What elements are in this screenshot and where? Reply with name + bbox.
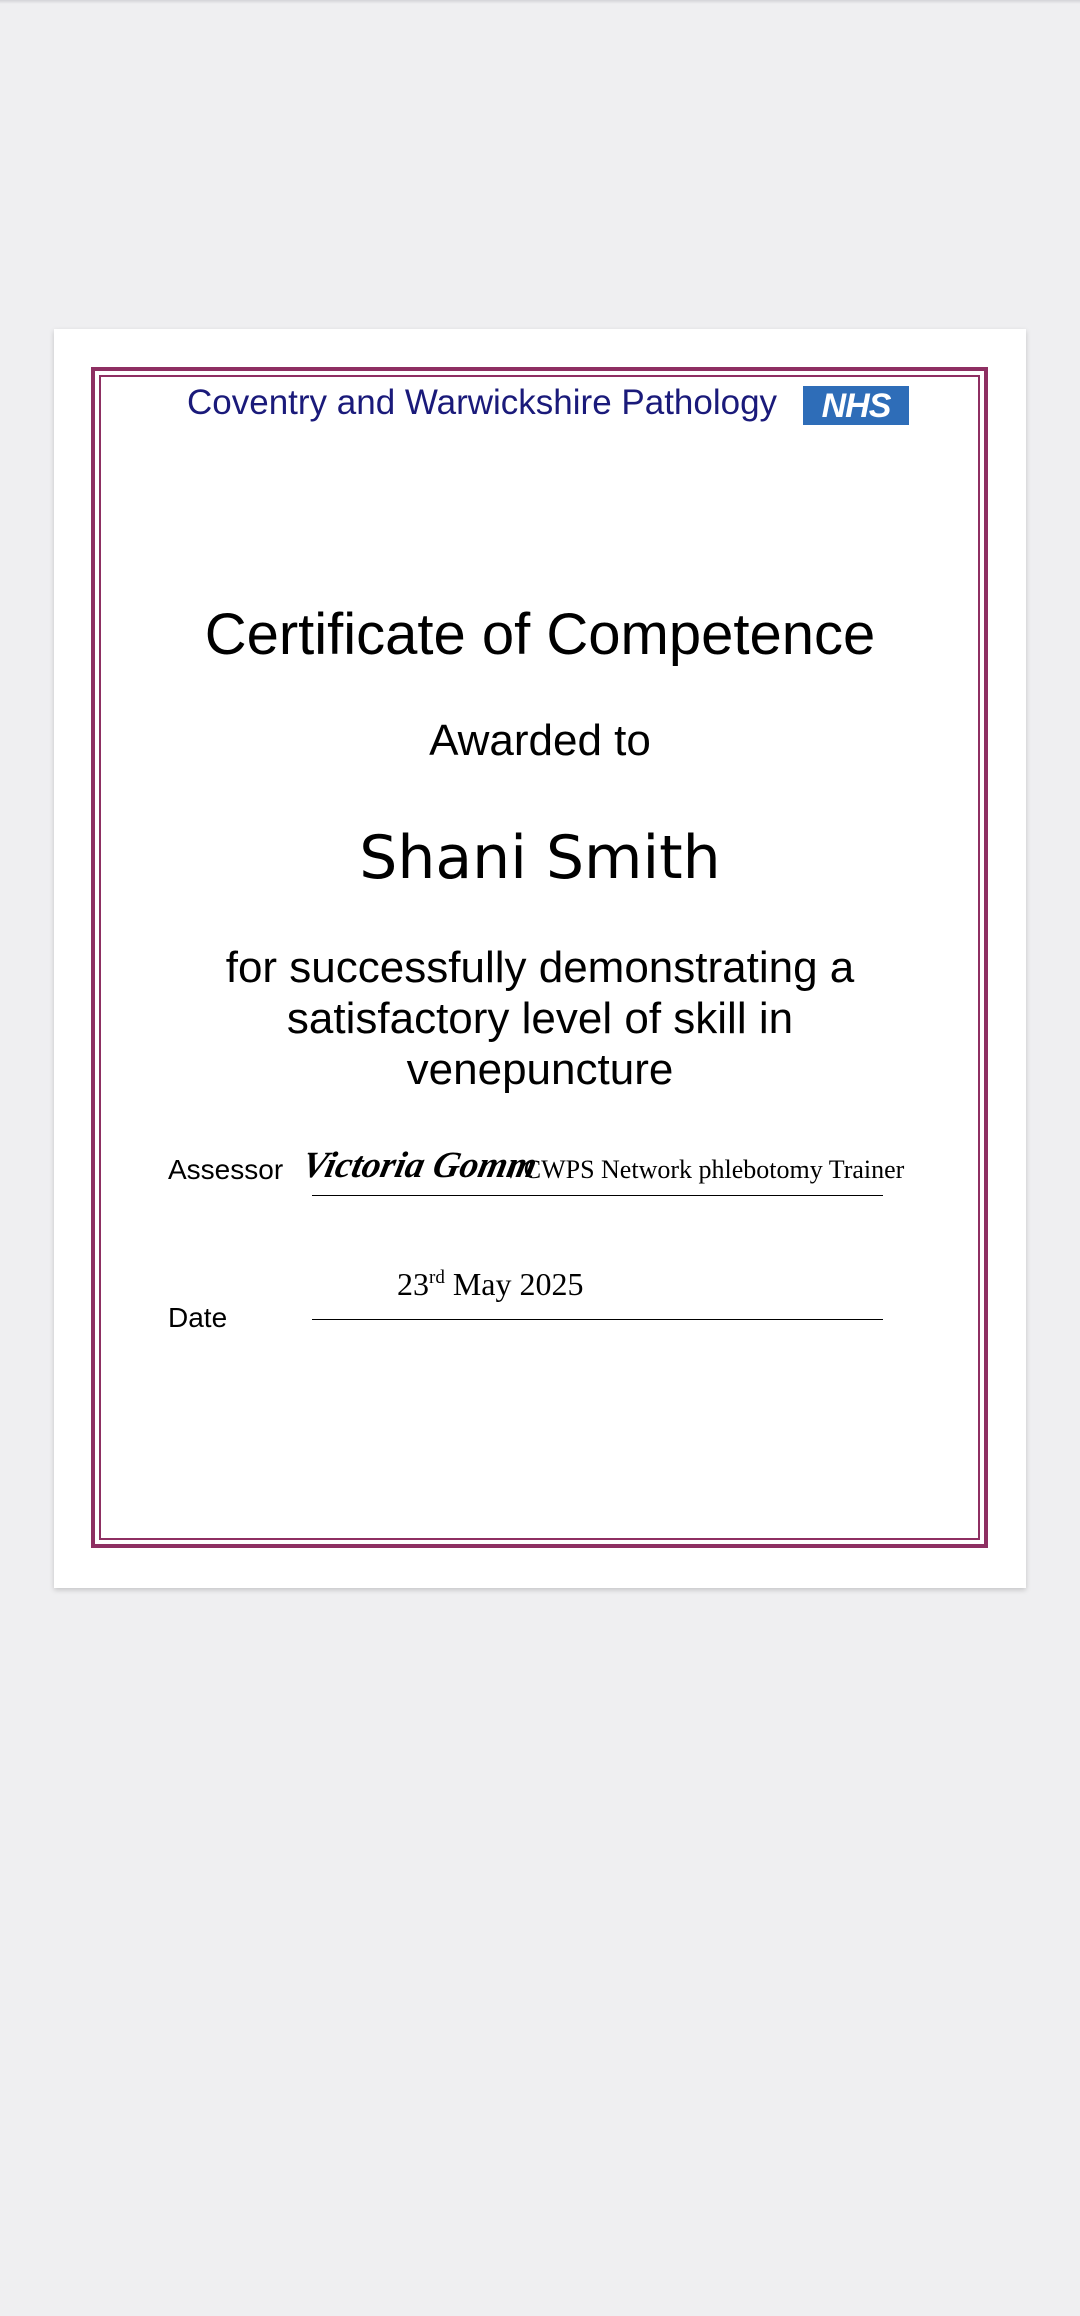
- award-reason: [54, 942, 1026, 1095]
- date-line: [312, 1319, 883, 1320]
- nhs-logo: [803, 386, 909, 425]
- assessor-label: Assessor: [168, 1154, 284, 1185]
- date-day: 23: [397, 1266, 429, 1302]
- date-suffix: rd: [429, 1267, 445, 1288]
- signature-line: [312, 1195, 883, 1196]
- organisation-name: Coventry and Warwickshire Pathology: [187, 383, 778, 422]
- award-reason-line: venepuncture: [406, 1045, 674, 1094]
- certificate-page: [54, 329, 1026, 1588]
- awarded-to-label: Awarded to: [429, 716, 651, 765]
- nhs-logo-text: NHS: [821, 386, 891, 425]
- recipient-name: Shani Smith: [359, 823, 721, 893]
- assessor-signature: Victoria Gomm: [298, 1145, 541, 1186]
- date-value: [397, 1266, 583, 1303]
- assessor-role: / CWPS Network phlebotomy Trainer: [510, 1155, 905, 1184]
- date-label: Date: [168, 1302, 228, 1333]
- date-month-year: May 2025: [452, 1266, 584, 1302]
- certificate-title: Certificate of Competence: [204, 602, 876, 667]
- top-edge-shadow: [0, 0, 1080, 4]
- award-reason-line: satisfactory level of skill in: [286, 994, 794, 1043]
- award-reason-line: for successfully demonstrating a: [225, 943, 855, 992]
